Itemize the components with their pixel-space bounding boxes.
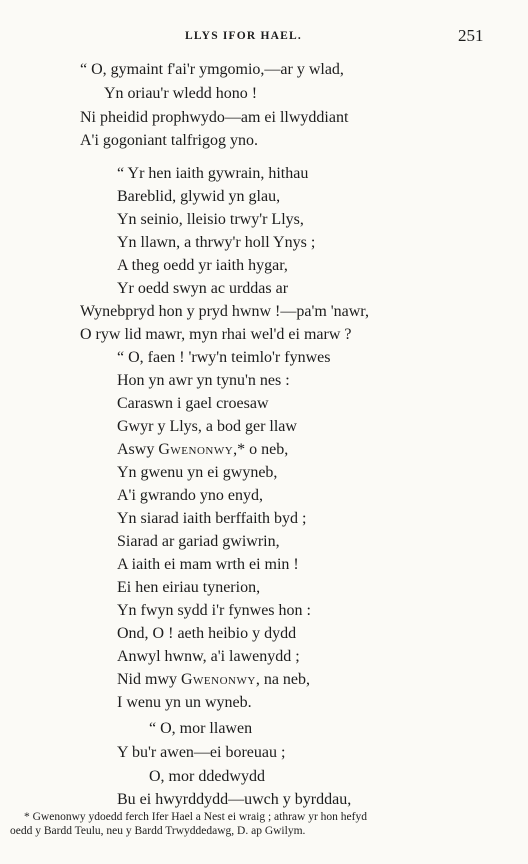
page-number: 251 [458,26,484,45]
poem-line: “ O, gymaint f'ai'r ymgomio,—ar y wlad, [80,61,344,78]
footnote-line: oedd y Bardd Teulu, neu y Bardd Trwyddedawg, D. ap Gwilym. [10,825,306,837]
poem-line: Yn siarad iaith berffaith byd ; [117,510,307,527]
poem-line: Yn seinio, lleisio trwy'r Llys, [117,211,304,228]
poem-line: Yn fwyn sydd i'r fynwes hon : [117,602,311,619]
poem-line: Wynebpryd hon y pryd hwnw !—pa'm 'nawr, [80,303,369,320]
poem-line: A iaith ei mam wrth ei min ! [117,556,299,573]
poem-line: Yn oriau'r wledd hono ! [104,85,258,102]
poem-line: O, mor ddedwydd [149,768,265,785]
poem-line: Nid mwy Gwenonwy, na neb, [117,671,311,688]
poem-line: “ O, faen ! 'rwy'n teimlo'r fynwes [117,349,331,366]
poem-line: Aswy Gwenonwy,* o neb, [117,441,289,458]
footnote [10,810,510,838]
footnote-line: * Gwenonwy ydoedd ferch Ifer Hael a Nest ei wraig ; athraw yr hon hefyd [24,811,367,823]
running-title: LLYS IFOR HAEL. [185,30,302,42]
poem-line: Bareblid, glywid yn glau, [117,188,281,205]
poem-line: A theg oedd yr iaith hygar, [117,257,288,274]
poem-line: A'i gogoniant talfrigog yno. [80,132,258,149]
poem-line: Yr oedd swyn ac urddas ar [117,280,289,297]
page-header [0,26,528,46]
poem-line: Yn gwenu yn ei gwyneb, [117,464,278,481]
poem-line: Ei hen eiriau tynerion, [117,579,261,596]
poem-line: Caraswn i gael croesaw [117,395,269,412]
poem-line: Siarad ar gariad gwiwrin, [117,533,280,550]
poem-line: “ Yr hen iaith gywrain, hithau [117,165,309,182]
poem-line: Bu ei hwyrddydd—uwch y byrddau, [117,791,352,808]
poem-line: A'i gwrando yno enyd, [117,487,263,504]
poem-line: Hon yn awr yn tynu'n nes : [117,372,290,389]
poem-line: Yn llawn, a thrwy'r holl Ynys ; [117,234,316,251]
poem-line: “ O, mor llawen [149,720,253,737]
name-small-caps: Gwenonwy [181,671,256,688]
poem-line: Y bu'r awen—ei boreuau ; [117,744,286,761]
poem-line: I wenu yn un wyneb. [117,694,252,711]
poem-line: O ryw lid mawr, myn rhai wel'd ei marw ? [80,326,352,343]
poem-line: Anwyl hwnw, a'i lawenydd ; [117,648,300,665]
poem-line: Gwyr y Llys, a bod ger llaw [117,418,297,435]
poem-line: Ond, O ! aeth heibio y dydd [117,625,297,642]
poem-line: Ni pheidid prophwydo—am ei llwyddiant [80,109,349,126]
name-small-caps: Gwenonwy [158,441,234,458]
